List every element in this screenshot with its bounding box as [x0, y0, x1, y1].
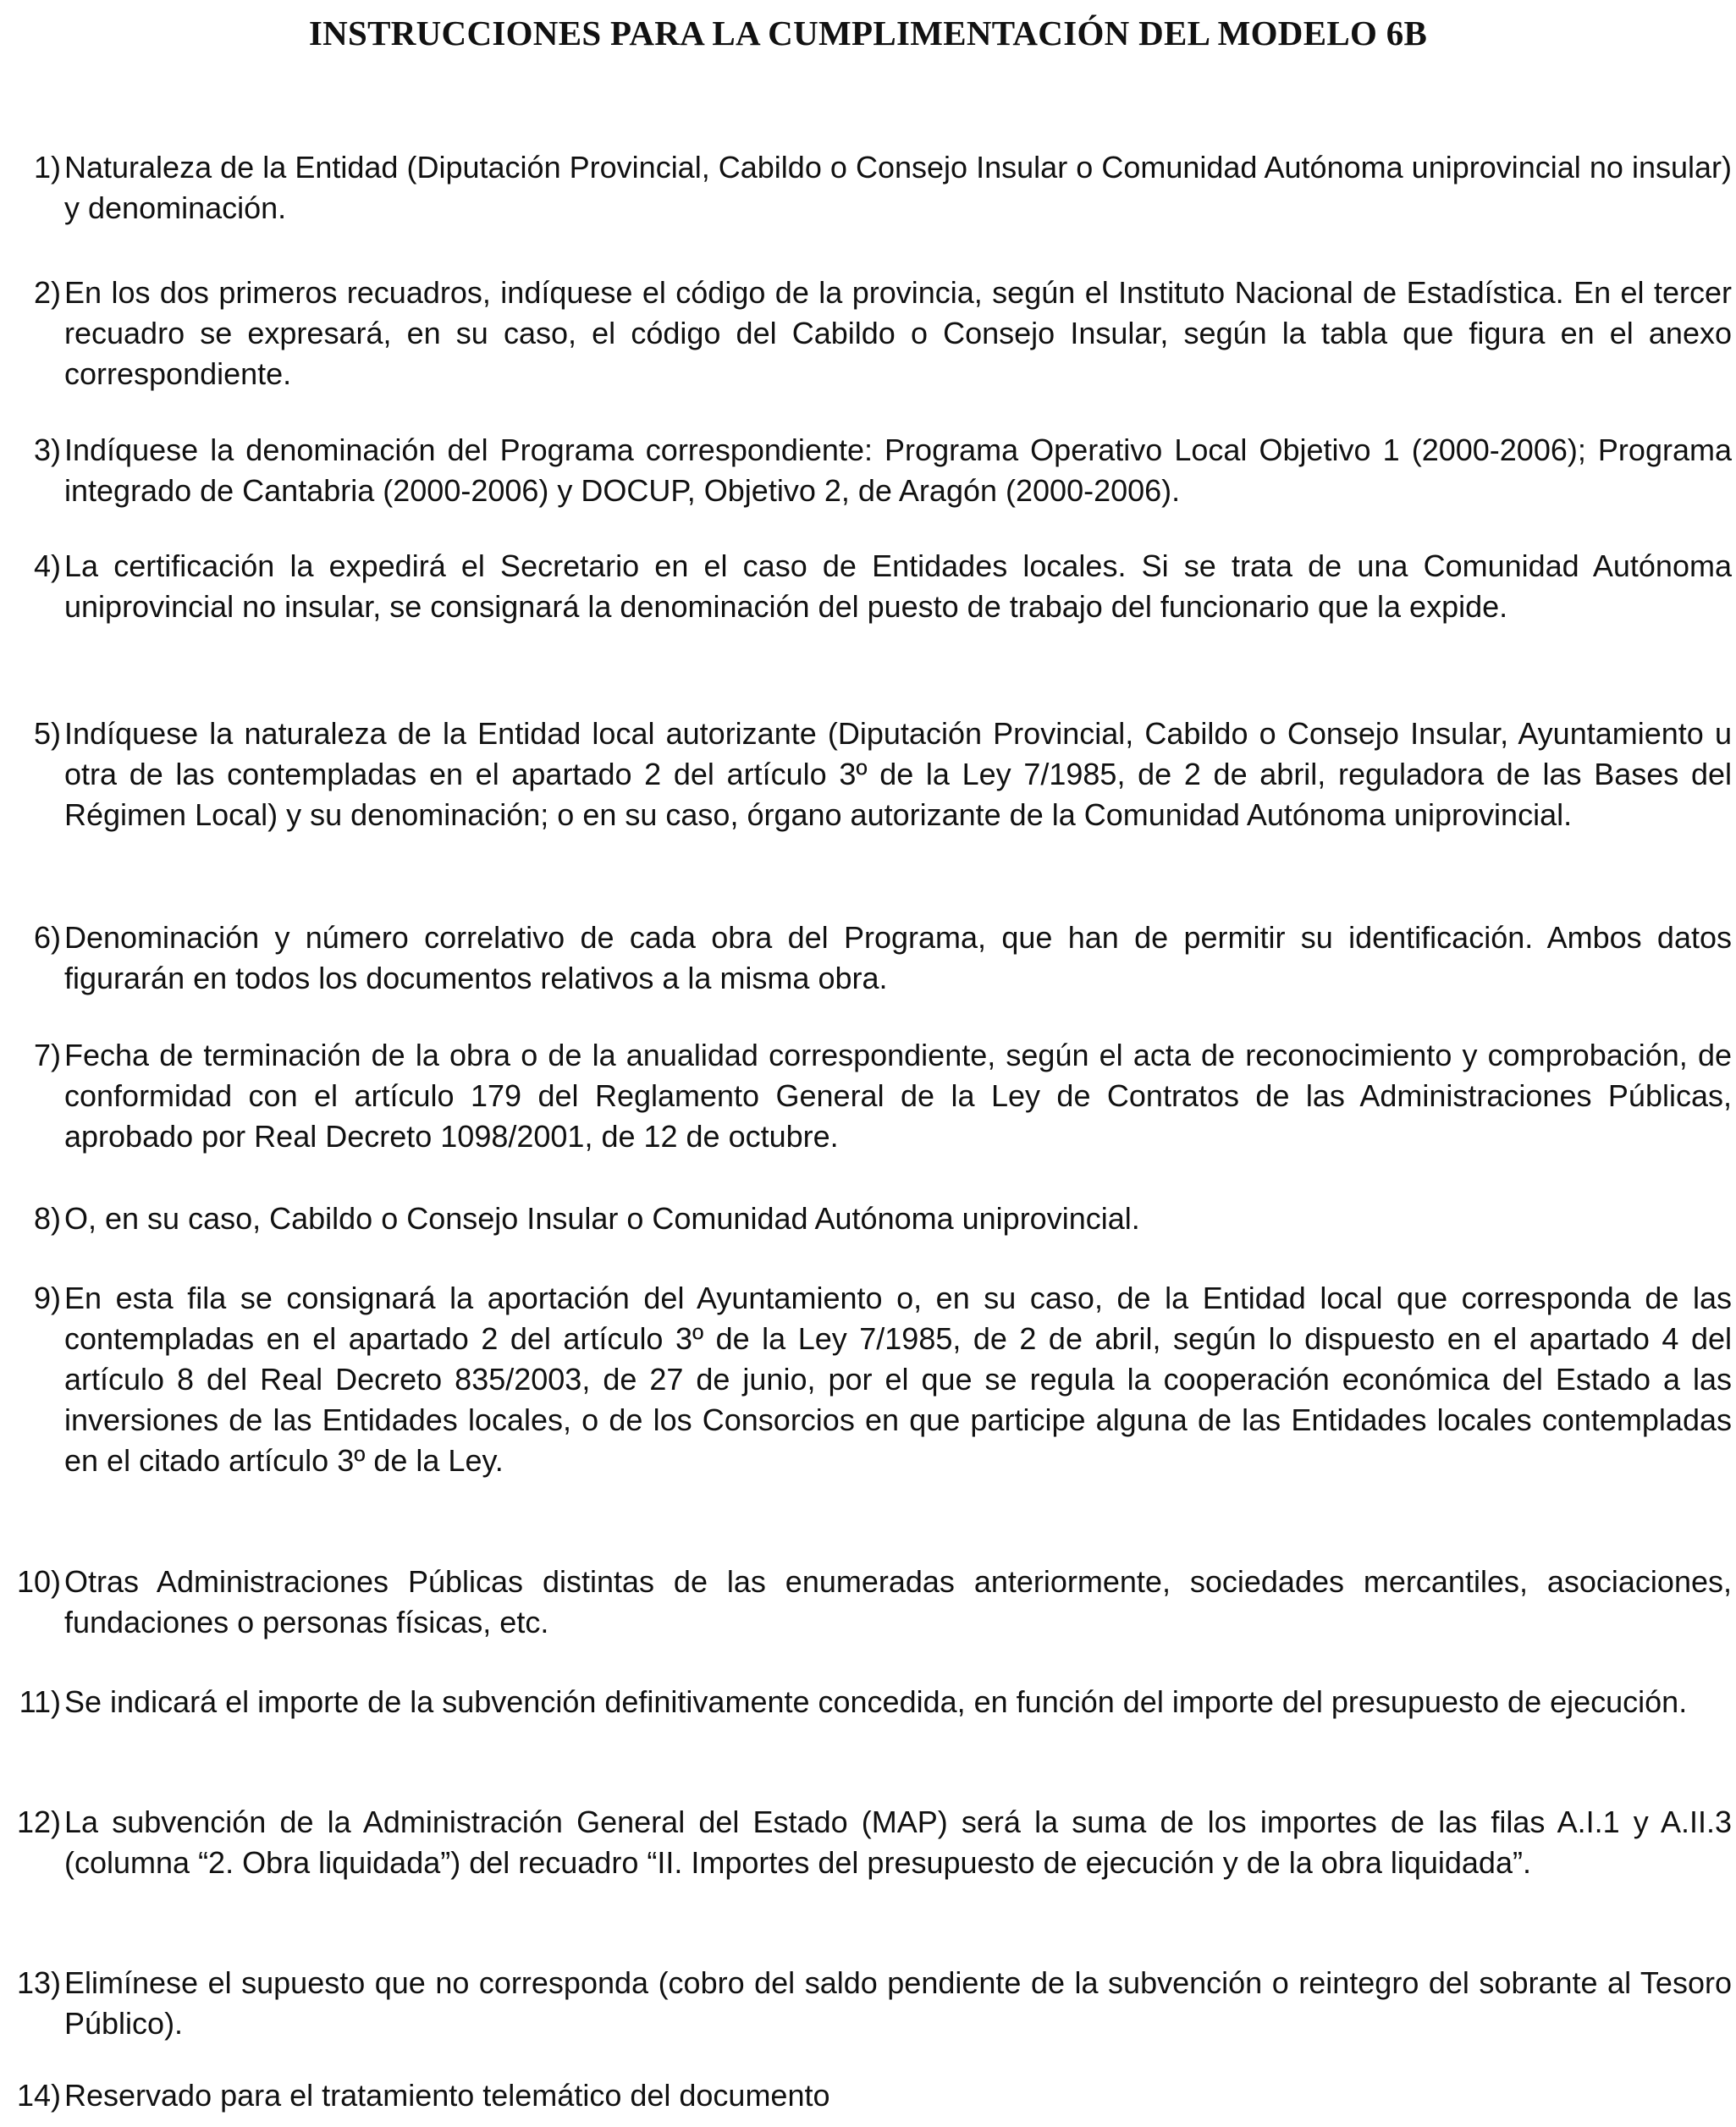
item-text: Indíquese la denominación del Programa correspondiente: Programa Operativo Local Objetivo 1 (2000-2006); Programa integrado de Cantabria (2000-2006) y DOCUP, Objetivo 2, de Aragón (2000-2006).: [64, 433, 1732, 508]
item-number: 4): [33, 548, 61, 583]
item-number: 8): [33, 1201, 61, 1236]
item-text: Se indicará el importe de la subvención definitivamente concedida, en función del importe del presupuesto de ejecución.: [64, 1684, 1688, 1719]
item-number: 3): [33, 433, 61, 467]
item-number: 11): [19, 1684, 61, 1719]
item-number: 12): [16, 1805, 61, 1839]
item-text: La subvención de la Administración General del Estado (MAP) será la suma de los importes de las filas A.I.1 y A.II.3 (columna “2. Obra liquidada”) del recuadro “II. Importes del presupuesto de ejecución y de la obra liquidada”.: [64, 1805, 1732, 1880]
item-text: Reservado para el tratamiento telemático del documento: [64, 2078, 830, 2113]
item-number: 6): [33, 920, 61, 955]
page-title: INSTRUCCIONES PARA LA CUMPLIMENTACIÓN DEL MODELO 6B: [308, 14, 1428, 52]
item-text: Indíquese la naturaleza de la Entidad local autorizante (Diputación Provincial, Cabildo o Consejo Insular, Ayuntamiento u otra de las contempladas en el apartado 2 del artículo 3º de la Ley 7/1985, de 2 de abril, reguladora de las Bases del Régimen Local) y su denominación; o en su caso, órgano autorizante de la Comunidad Autónoma uniprovincial.: [64, 716, 1732, 832]
item-number: 14): [16, 2078, 61, 2113]
item-text: En esta fila se consignará la aportación del Ayuntamiento o, en su caso, de la Entidad local que corresponda de las contempladas en el apartado 2 del artículo 3º de la Ley 7/1985, de 2 de abril, según lo dispuesto en el apartado 4 del artículo 8 del Real Decreto 835/2003, de 27 de junio, por el que se regula la cooperación económica del Estado a las inversiones de las Entidades locales, o de los Consorcios en que participe alguna de las Entidades locales contempladas en el citado artículo 3º de la Ley.: [64, 1281, 1732, 1478]
item-number: 2): [33, 275, 61, 310]
item-text: Denominación y número correlativo de cada obra del Programa, que han de permitir su identificación. Ambos datos figurarán en todos los documentos relativos a la misma obra.: [64, 920, 1732, 995]
item-text: La certificación la expedirá el Secretario en el caso de Entidades locales. Si se trata de una Comunidad Autónoma uniprovincial no insular, se consignará la denominación del puesto de trabajo del funcionario que la expide.: [64, 548, 1732, 624]
item-text: Naturaleza de la Entidad (Diputación Provincial, Cabildo o Consejo Insular o Comunidad Autónoma uniprovincial no insular) y denominación.: [64, 150, 1732, 225]
item-text: Otras Administraciones Públicas distintas de las enumeradas anteriormente, sociedades mercantiles, asociaciones, fundaciones o personas físicas, etc.: [64, 1564, 1732, 1639]
item-text: Fecha de terminación de la obra o de la anualidad correspondiente, según el acta de reconocimiento y comprobación, de conformidad con el artículo 179 del Reglamento General de la Ley de Contratos de las Administraciones Públicas, aprobado por Real Decreto 1098/2001, de 12 de octubre.: [64, 1038, 1732, 1154]
item-number: 5): [33, 716, 61, 751]
item-text: En los dos primeros recuadros, indíquese el código de la provincia, según el Instituto Nacional de Estadística. En el tercer recuadro se expresará, en su caso, el código del Cabildo o Consejo Insular, según la tabla que figura en el anexo correspondiente.: [64, 275, 1732, 391]
item-number: 1): [33, 150, 61, 185]
item-text: Elimínese el supuesto que no corresponda (cobro del saldo pendiente de la subvención o reintegro del sobrante al Tesoro Público).: [64, 1965, 1732, 2041]
item-text: O, en su caso, Cabildo o Consejo Insular o Comunidad Autónoma uniprovincial.: [64, 1201, 1140, 1236]
item-number: 7): [33, 1038, 61, 1072]
item-number: 13): [16, 1965, 61, 2000]
item-number: 9): [33, 1281, 61, 1315]
item-number: 10): [16, 1564, 61, 1599]
